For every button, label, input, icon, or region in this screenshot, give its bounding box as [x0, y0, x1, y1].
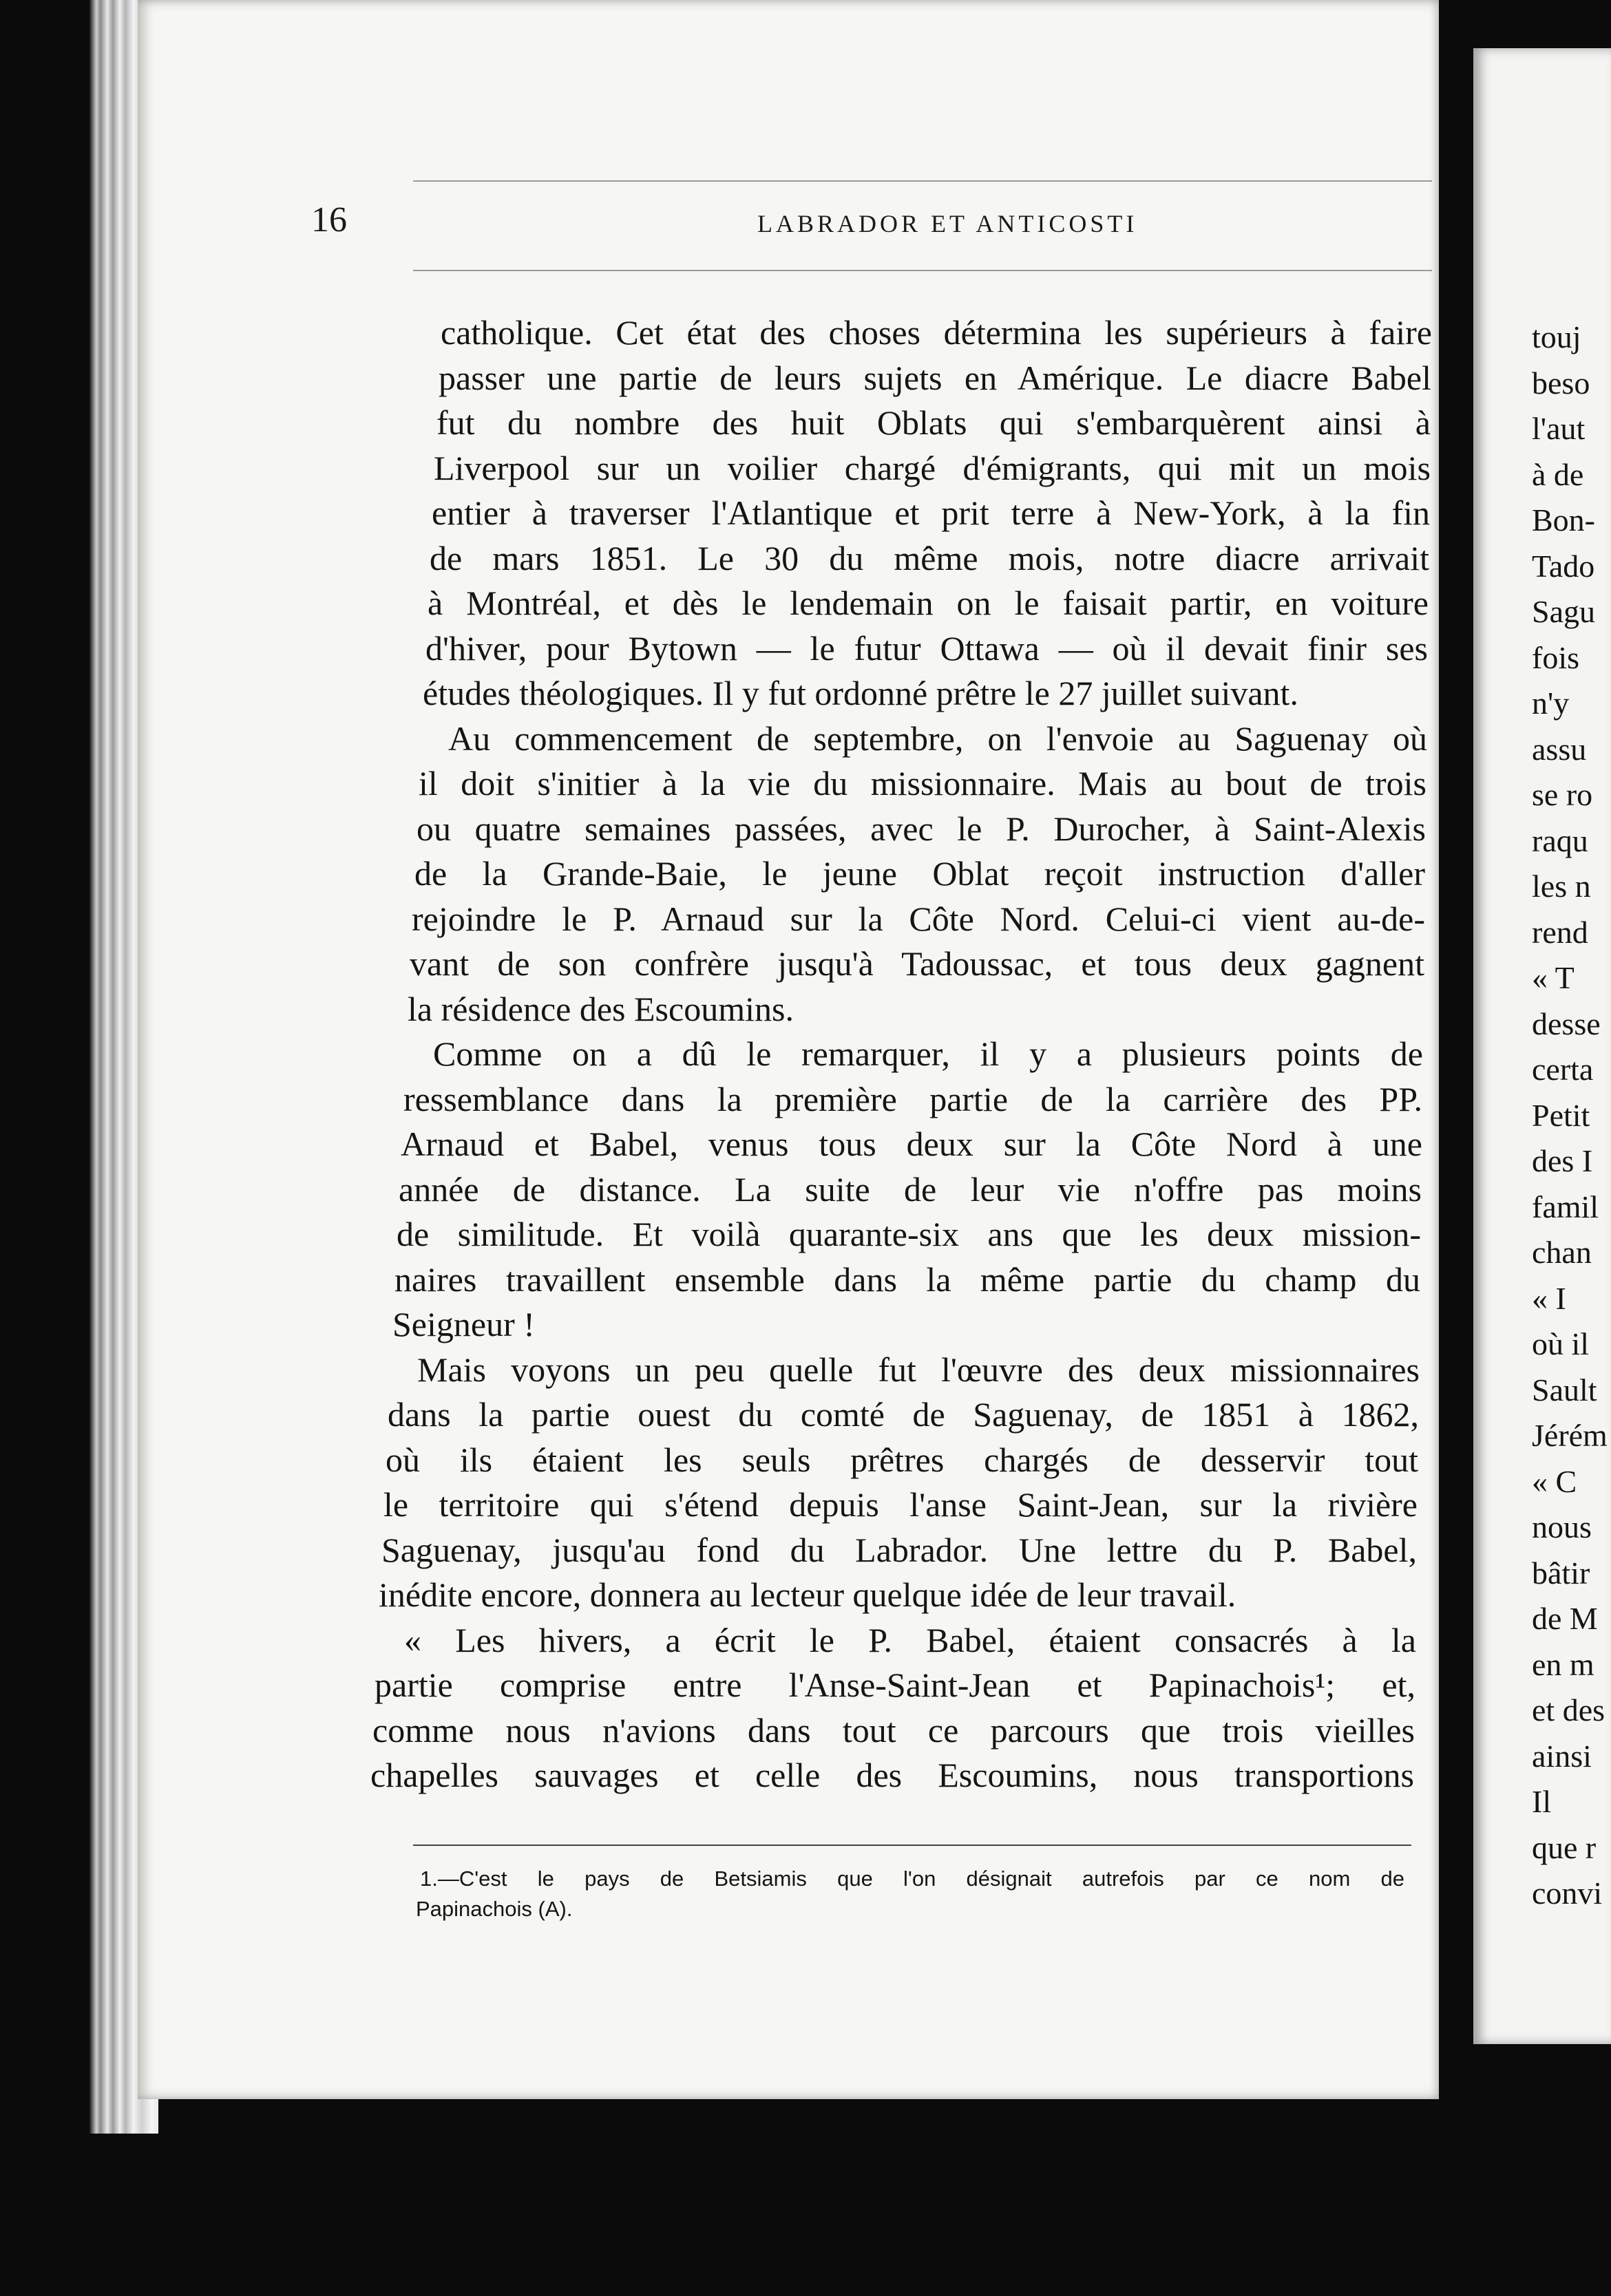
- facing-page-line: « T: [1532, 960, 1575, 995]
- body-line: ou quatre semaines passées, avec le P. Durocher, à Saint-Alexis: [417, 809, 1426, 848]
- facing-page-line: les n: [1532, 869, 1591, 904]
- body-line: d'hiver, pour Bytown — le futur Ottawa — où il devait finir ses: [425, 628, 1428, 668]
- facing-page-line: Sault: [1532, 1372, 1597, 1407]
- body-line: « Les hivers, a écrit le P. Babel, étaient consacrés à la: [404, 1620, 1416, 1659]
- footnote-line: 1.—C'est le pays de Betsiamis que l'on désignait autrefois par ce nom de: [420, 1867, 1404, 1891]
- body-line: la résidence des Escoumins.: [408, 989, 794, 1028]
- body-line: Au commencement de septembre, on l'envoie au Saguenay où: [448, 719, 1427, 758]
- facing-page-line: chan: [1532, 1235, 1592, 1270]
- body-line: vant de son confrère jusqu'à Tadoussac, et tous deux gagnent: [410, 944, 1424, 983]
- page-number: 16: [311, 200, 347, 240]
- body-line: il doit s'initier à la vie du missionnaire. Mais au bout de trois: [419, 764, 1426, 802]
- footnote-rule: [413, 1845, 1411, 1846]
- body-line: Mais voyons un peu quelle fut l'œuvre des deux missionnaires: [417, 1350, 1420, 1389]
- body-line: de mars 1851. Le 30 du même mois, notre diacre arrivait: [430, 538, 1429, 577]
- body-line: où ils étaient les seuls prêtres chargés de desservir tout: [386, 1440, 1418, 1479]
- body-line: de la Grande-Baie, le jeune Oblat reçoit instruction d'aller: [414, 854, 1425, 893]
- body-line: Arnaud et Babel, venus tous deux sur la Côte Nord à une: [401, 1125, 1422, 1163]
- body-line: passer une partie de leurs sujets en Amérique. Le diacre Babel: [439, 358, 1431, 397]
- body-line: Seigneur !: [392, 1305, 535, 1343]
- facing-page-line: assu: [1532, 731, 1587, 767]
- body-line: naires travaillent ensemble dans la même partie du champ du: [394, 1259, 1420, 1299]
- facing-page-line: raqu: [1532, 822, 1588, 858]
- facing-page-line: n'y: [1532, 685, 1570, 721]
- body-line: catholique. Cet état des choses détermina les supérieurs à faire: [441, 313, 1432, 352]
- body-line: de similitude. Et voilà quarante-six ans que les deux mission-: [397, 1215, 1421, 1253]
- facing-page-line: rend: [1532, 914, 1588, 950]
- facing-page-line: ainsi: [1532, 1738, 1592, 1774]
- facing-page-line: fois: [1532, 639, 1579, 675]
- facing-page-line: en m: [1532, 1646, 1594, 1682]
- body-line: entier à traverser l'Atlantique et prit terre à New-York, à la fin: [432, 493, 1430, 532]
- body-line: rejoindre le P. Arnaud sur la Côte Nord. Celui-ci vient au-de-: [412, 899, 1425, 938]
- facing-page-line: se ro: [1532, 777, 1593, 812]
- facing-page-line: et des: [1532, 1692, 1605, 1728]
- body-line: chapelles sauvages et celle des Escoumins, nous transportions: [370, 1756, 1414, 1794]
- facing-page-line: beso: [1532, 365, 1590, 401]
- facing-page-line: l'aut: [1532, 411, 1586, 446]
- facing-page-line: Il: [1532, 1784, 1552, 1819]
- facing-page-line: Jérém: [1532, 1418, 1608, 1453]
- body-line: études théologiques. Il y fut ordonné prêtre le 27 juillet suivant.: [423, 674, 1298, 712]
- facing-page-line: des I: [1532, 1143, 1593, 1178]
- body-line: Liverpool sur un voilier chargé d'émigrants, qui mit un mois: [434, 448, 1431, 487]
- facing-page-line: de M: [1532, 1601, 1598, 1636]
- body-line: le territoire qui s'étend depuis l'anse Saint-Jean, sur la rivière: [383, 1485, 1418, 1524]
- body-line: dans la partie ouest du comté de Saguenay, de 1851 à 1862,: [388, 1395, 1419, 1434]
- facing-page-line: desse: [1532, 1006, 1601, 1041]
- facing-page-line: Petit: [1532, 1097, 1590, 1133]
- body-line: fut du nombre des huit Oblats qui s'embarquèrent ainsi à: [436, 403, 1431, 442]
- facing-page-line: famil: [1532, 1189, 1599, 1224]
- body-line: Saguenay, jusqu'au fond du Labrador. Une lettre du P. Babel,: [381, 1530, 1417, 1569]
- facing-page-line: Tado: [1532, 548, 1595, 584]
- facing-page-line: « C: [1532, 1463, 1577, 1499]
- facing-page-line: bâtir: [1532, 1555, 1590, 1591]
- body-line: partie comprise entre l'Anse-Saint-Jean et Papinachois¹; et,: [375, 1666, 1415, 1704]
- footnote-line: Papinachois (A).: [416, 1897, 573, 1921]
- body-line: Comme on a dû le remarquer, il y a plusieurs points de: [433, 1034, 1423, 1073]
- body-line: comme nous n'avions dans tout ce parcours que trois vieilles: [372, 1710, 1415, 1750]
- facing-page-line: « I: [1532, 1280, 1566, 1316]
- body-line: ressemblance dans la première partie de la carrière des PP.: [403, 1079, 1422, 1118]
- running-title: LABRADOR ET ANTICOSTI: [757, 210, 1138, 237]
- facing-page-line: Sagu: [1532, 594, 1595, 629]
- facing-page-line: Bon-: [1532, 502, 1595, 538]
- facing-page-line: touj: [1532, 319, 1581, 354]
- facing-page-line: convi: [1532, 1875, 1603, 1911]
- facing-page-line: à de: [1532, 456, 1584, 492]
- facing-page-line: que r: [1532, 1829, 1597, 1865]
- body-line: année de distance. La suite de leur vie n'offre pas moins: [399, 1169, 1422, 1209]
- body-line: inédite encore, donnera au lecteur quelque idée de leur travail.: [379, 1575, 1236, 1614]
- facing-page-line: certa: [1532, 1052, 1594, 1087]
- facing-page-line: où il: [1532, 1326, 1590, 1361]
- body-line: à Montréal, et dès le lendemain on le faisait partir, en voiture: [428, 584, 1429, 622]
- facing-page-line: nous: [1532, 1509, 1592, 1544]
